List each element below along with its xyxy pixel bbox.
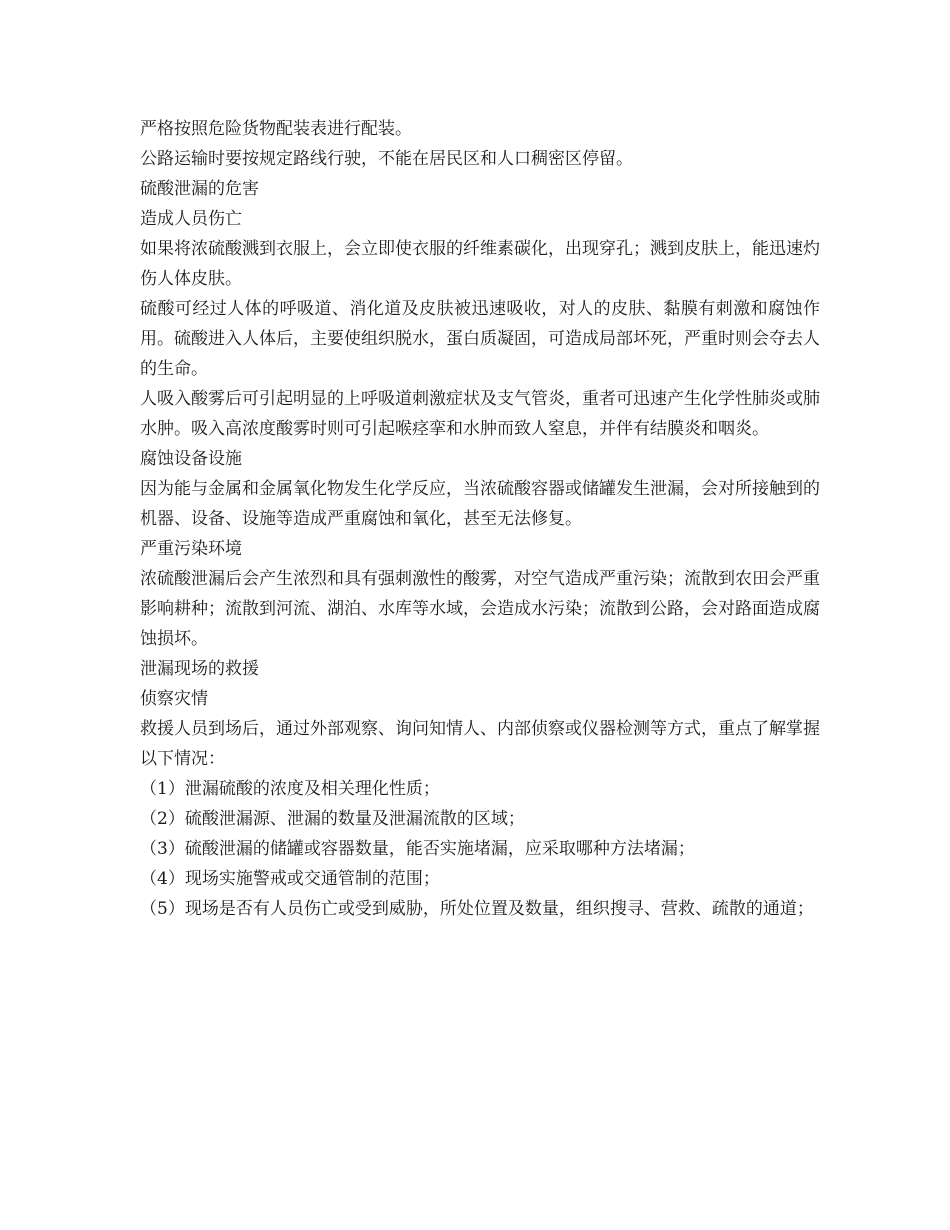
list-item: （1）泄漏硫酸的浓度及相关理化性质； (140, 779, 440, 799)
paragraph-equipment-corrosion: 因为能与金属和金属氧化物发生化学反应，当浓硫酸容器或储罐发生泄漏，会对所接触到的机器、设备、设施等造成严重腐蚀和氧化，甚至无法修复。 (140, 479, 820, 529)
heading-equipment-corrosion: 腐蚀设备设施 (140, 449, 242, 469)
document-body (140, 114, 820, 924)
list-item: （2）硫酸泄漏源、泄漏的数量及泄漏流散的区域； (140, 809, 525, 829)
paragraph-acid-mist: 人吸入酸雾后可引起明显的上呼吸道刺激症状及支气管炎，重者可迅速产生化学性肺炎或肺水肿。吸入高浓度酸雾时则可引起喉痉挛和水肿而致人窒息，并伴有结膜炎和咽炎。 (140, 389, 820, 439)
paragraph-absorption: 硫酸可经过人体的呼吸道、消化道及皮肤被迅速吸收，对人的皮肤、黏膜有刺激和腐蚀作用。硫酸进入人体后，主要使组织脱水，蛋白质凝固，可造成局部坏死，严重时则会夺去人的生命。 (140, 299, 820, 379)
paragraph-reconnaissance: 救援人员到场后，通过外部观察、询问知情人、内部侦察或仪器检测等方式，重点了解掌握以下情况： (140, 719, 820, 769)
list-item: （4）现场实施警戒或交通管制的范围； (140, 869, 440, 889)
heading-environment-pollution: 严重污染环境 (140, 539, 242, 559)
heading-casualties: 造成人员伤亡 (140, 209, 242, 229)
paragraph-road-transport: 公路运输时要按规定路线行驶，不能在居民区和人口稠密区停留。 (140, 149, 633, 169)
paragraph-environment-pollution: 浓硫酸泄漏后会产生浓烈和具有强刺激性的酸雾，对空气造成严重污染；流散到农田会严重影响耕种；流散到河流、湖泊、水库等水域，会造成水污染；流散到公路，会对路面造成腐蚀损坏。 (140, 569, 820, 649)
paragraph-packing-rule: 严格按照危险货物配装表进行配装。 (140, 119, 412, 139)
heading-rescue: 泄漏现场的救援 (140, 659, 259, 679)
list-item: （3）硫酸泄漏的储罐或容器数量，能否实施堵漏，应采取哪种方法堵漏； (140, 839, 695, 859)
list-item: （5）现场是否有人员伤亡或受到威胁，所处位置及数量，组织搜寻、营救、疏散的通道； (140, 899, 814, 919)
paragraph-clothing-skin: 如果将浓硫酸溅到衣服上，会立即使衣服的纤维素碳化，出现穿孔；溅到皮肤上，能迅速灼伤人体皮肤。 (140, 239, 820, 289)
heading-leak-hazards: 硫酸泄漏的危害 (140, 179, 259, 199)
heading-reconnaissance: 侦察灾情 (140, 689, 208, 709)
